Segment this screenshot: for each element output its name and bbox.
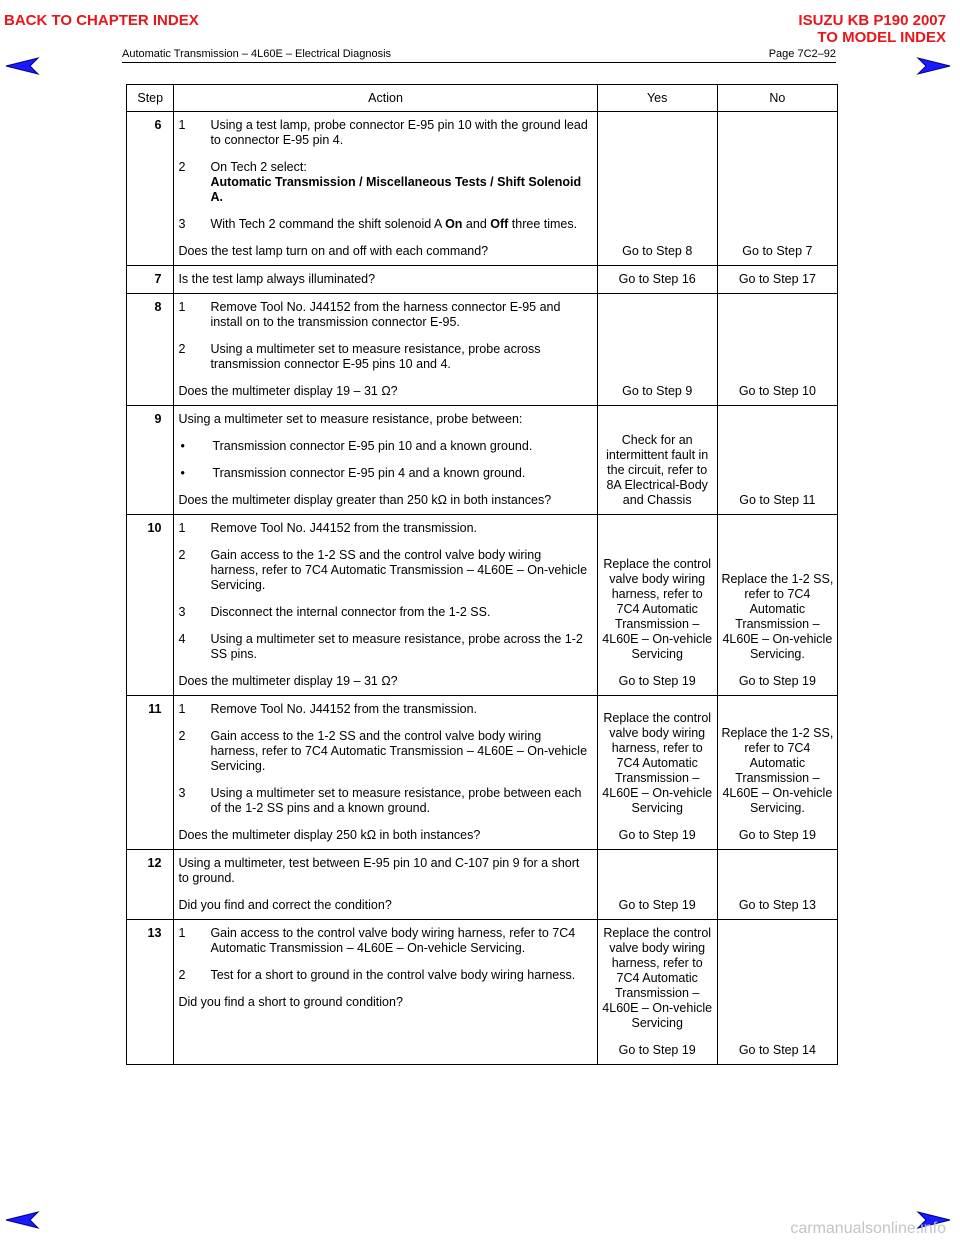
no-result — [717, 696, 837, 850]
no-result: Go to Step 7 — [717, 112, 837, 266]
prev-page-arrow-bottom-icon[interactable] — [4, 1210, 40, 1230]
action-item: Remove Tool No. J44152 from the transmission. — [210, 702, 478, 716]
yes-note: Replace the control valve body wiring harness, refer to 7C4 Automatic Transmission – 4L60E – On-vehicle Servicing — [602, 926, 713, 1030]
question-text: Does the multimeter display 19 – 31 Ω? — [178, 674, 398, 688]
question-text: Does the multimeter display 19 – 31 Ω? — [178, 384, 398, 398]
table-header-row — [127, 85, 838, 112]
header-step: Step — [127, 85, 174, 112]
step-number: 11 — [127, 696, 174, 850]
step-number: 7 — [127, 266, 174, 294]
yes-goto: Go to Step 19 — [618, 828, 696, 842]
question-text: Does the multimeter display greater than 250 kΩ in both instances? — [178, 493, 552, 507]
yes-result: Go to Step 19 — [597, 850, 717, 920]
action-cell: 1 Gain access to the control valve body wiring harness, refer to 7C4 Automatic Transmission – 4L60E – On-vehicle Servicing. 2 Test for a short to ground in the control valve body wiring harness. Did you find a short to ground condition? — [174, 920, 597, 1065]
table-row-step-9 — [127, 406, 838, 515]
step-number: 6 — [127, 112, 174, 266]
table-row-step-8 — [127, 294, 838, 406]
table-row-step-13 — [127, 920, 838, 1065]
yes-note: Replace the control valve body wiring harness, refer to 7C4 Automatic Transmission – 4L60E – On-vehicle Servicing — [602, 557, 713, 661]
yes-result: Go to Step 16 — [597, 266, 717, 294]
no-result: Go to Step 11 — [717, 406, 837, 515]
no-goto: Go to Step 19 — [738, 828, 816, 842]
yes-result: Go to Step 9 — [597, 294, 717, 406]
step-number: 13 — [127, 920, 174, 1065]
yes-result — [597, 920, 717, 1065]
action-item: Gain access to the 1-2 SS and the control valve body wiring harness, refer to 7C4 Automatic Transmission – 4L60E – On-vehicle Servicing. — [210, 548, 588, 592]
no-result: Go to Step 10 — [717, 294, 837, 406]
yes-result — [597, 515, 717, 696]
question-text: Does the test lamp turn on and off with each command? — [178, 244, 489, 258]
table-row-step-6 — [127, 112, 838, 266]
action-cell — [174, 850, 597, 920]
action-cell: 1 Remove Tool No. J44152 from the transmission. 2 Gain access to the 1-2 SS and the control valve body wiring harness, refer to 7C4 Automatic Transmission – 4L60E – On-vehicle Servicing. 3 Using a multimeter set to measure resistance, probe between each of the 1-2 SS pins and a known ground. Does the multimeter display 250 kΩ in both instances? — [174, 696, 597, 850]
action-cell: 1 Using a test lamp, probe connector E-95 pin 10 with the ground lead to connector E-95 pin 4. 2 On Tech 2 select: Automatic Transmission / Miscellaneous Tests / Shift Solenoid A. 3 With Tech 2 command the shift solenoid A On and Off three times. Does the test lamp turn on and off with each command? — [174, 112, 597, 266]
yes-result: Go to Step 8 — [597, 112, 717, 266]
question-text: Is the test lamp always illuminated? — [178, 272, 376, 286]
step-number: 12 — [127, 850, 174, 920]
no-result: Go to Step 13 — [717, 850, 837, 920]
action-cell — [174, 266, 597, 294]
question-text: Did you find a short to ground condition? — [178, 995, 403, 1009]
action-cell — [174, 406, 597, 515]
prev-page-arrow-icon[interactable] — [4, 56, 40, 76]
table-row-step-11 — [127, 696, 838, 850]
action-cell: 1 Remove Tool No. J44152 from the transmission. 2 Gain access to the 1-2 SS and the control valve body wiring harness, refer to 7C4 Automatic Transmission – 4L60E – On-vehicle Servicing. 3 Disconnect the internal connector from the 1-2 SS. 4 Using a multimeter set to measure resistance, probe across the 1-2 SS pins. Does the multimeter display 19 – 31 Ω? — [174, 515, 597, 696]
no-result: Go to Step 14 — [717, 920, 837, 1065]
yes-goto: Go to Step 19 — [618, 674, 696, 688]
bullet-item: Transmission connector E-95 pin 4 and a known ground. — [212, 466, 526, 480]
header-no: No — [717, 85, 837, 112]
table-row-step-12 — [127, 850, 838, 920]
header-yes: Yes — [597, 85, 717, 112]
action-item: Using a test lamp, probe connector E-95 pin 10 with the ground lead to connector E-95 pin 4. — [210, 118, 588, 147]
model-index-link[interactable] — [798, 12, 946, 46]
yes-note: Replace the control valve body wiring harness, refer to 7C4 Automatic Transmission – 4L60E – On-vehicle Servicing — [602, 711, 713, 815]
page-number: Page 7C2–92 — [768, 48, 836, 60]
bullet-item: Transmission connector E-95 pin 10 and a known ground. — [212, 439, 533, 453]
table-row-step-7 — [127, 266, 838, 294]
no-result — [717, 515, 837, 696]
action-intro: Using a multimeter set to measure resistance, probe between: — [178, 412, 523, 426]
no-note: Replace the 1-2 SS, refer to 7C4 Automatic Transmission – 4L60E – On-vehicle Servicing. — [721, 726, 834, 815]
yes-result: Check for an intermittent fault in the circuit, refer to 8A Electrical-Body and Chassis — [597, 406, 717, 515]
no-goto: Go to Step 19 — [738, 674, 816, 688]
action-item: On Tech 2 select: — [210, 160, 307, 174]
on-keyword: On — [445, 217, 463, 231]
action-cell: 1 Remove Tool No. J44152 from the harness connector E-95 and install on to the transmission connector E-95. 2 Using a multimeter set to measure resistance, probe across transmission connector E-95 pins 10 and 4. Does the multimeter display 19 – 31 Ω? — [174, 294, 597, 406]
header-divider — [122, 62, 836, 63]
next-page-arrow-icon[interactable] — [916, 56, 952, 76]
header-action: Action — [174, 85, 597, 112]
back-to-chapter-index-link[interactable]: BACK TO CHAPTER INDEX — [4, 12, 199, 29]
action-item: Disconnect the internal connector from the 1-2 SS. — [210, 605, 491, 619]
bullet-icon: • — [180, 466, 185, 480]
yes-result — [597, 696, 717, 850]
step-number: 10 — [127, 515, 174, 696]
action-item: Remove Tool No. J44152 from the harness connector E-95 and install on to the transmission connector E-95. — [210, 300, 561, 329]
times-text: three times. — [508, 217, 578, 231]
diagnostic-table — [126, 84, 838, 1065]
question-text: Does the multimeter display 250 kΩ in both instances? — [178, 828, 481, 842]
off-keyword: Off — [490, 217, 509, 231]
and-text: and — [462, 217, 491, 231]
bullet-icon: • — [180, 439, 185, 453]
action-item: Remove Tool No. J44152 from the transmission. — [210, 521, 478, 535]
action-item: Test for a short to ground in the control valve body wiring harness. — [210, 968, 576, 982]
step-number: 9 — [127, 406, 174, 515]
tech2-menu-path: Automatic Transmission / Miscellaneous Tests / Shift Solenoid A. — [210, 175, 582, 204]
no-note: Replace the 1-2 SS, refer to 7C4 Automatic Transmission – 4L60E – On-vehicle Servicing. — [721, 572, 834, 661]
action-intro: Using a multimeter, test between E-95 pin 10 and C-107 pin 9 for a short to ground. — [178, 856, 580, 885]
watermark: carmanualsonline.info — [790, 1220, 946, 1237]
action-item: Gain access to the 1-2 SS and the control valve body wiring harness, refer to 7C4 Automatic Transmission – 4L60E – On-vehicle Servicing. — [210, 729, 588, 773]
to-model-index-label: TO MODEL INDEX — [817, 29, 946, 46]
page-header-title: Automatic Transmission – 4L60E – Electrical Diagnosis — [122, 48, 392, 60]
model-name: ISUZU KB P190 2007 — [798, 12, 946, 29]
no-result: Go to Step 17 — [717, 266, 837, 294]
step-number: 8 — [127, 294, 174, 406]
action-item: With Tech 2 command the shift solenoid A — [210, 217, 446, 231]
action-item: Gain access to the control valve body wiring harness, refer to 7C4 Automatic Transmission – 4L60E – On-vehicle Servicing. — [210, 926, 576, 955]
action-item: Using a multimeter set to measure resistance, probe across transmission connector E-95 pins 10 and 4. — [210, 342, 541, 371]
question-text: Did you find and correct the condition? — [178, 898, 392, 912]
table-row-step-10 — [127, 515, 838, 696]
yes-goto: Go to Step 19 — [618, 1043, 696, 1057]
action-item: Using a multimeter set to measure resistance, probe between each of the 1-2 SS pins and a known ground. — [210, 786, 582, 815]
action-item: Using a multimeter set to measure resistance, probe across the 1-2 SS pins. — [210, 632, 583, 661]
